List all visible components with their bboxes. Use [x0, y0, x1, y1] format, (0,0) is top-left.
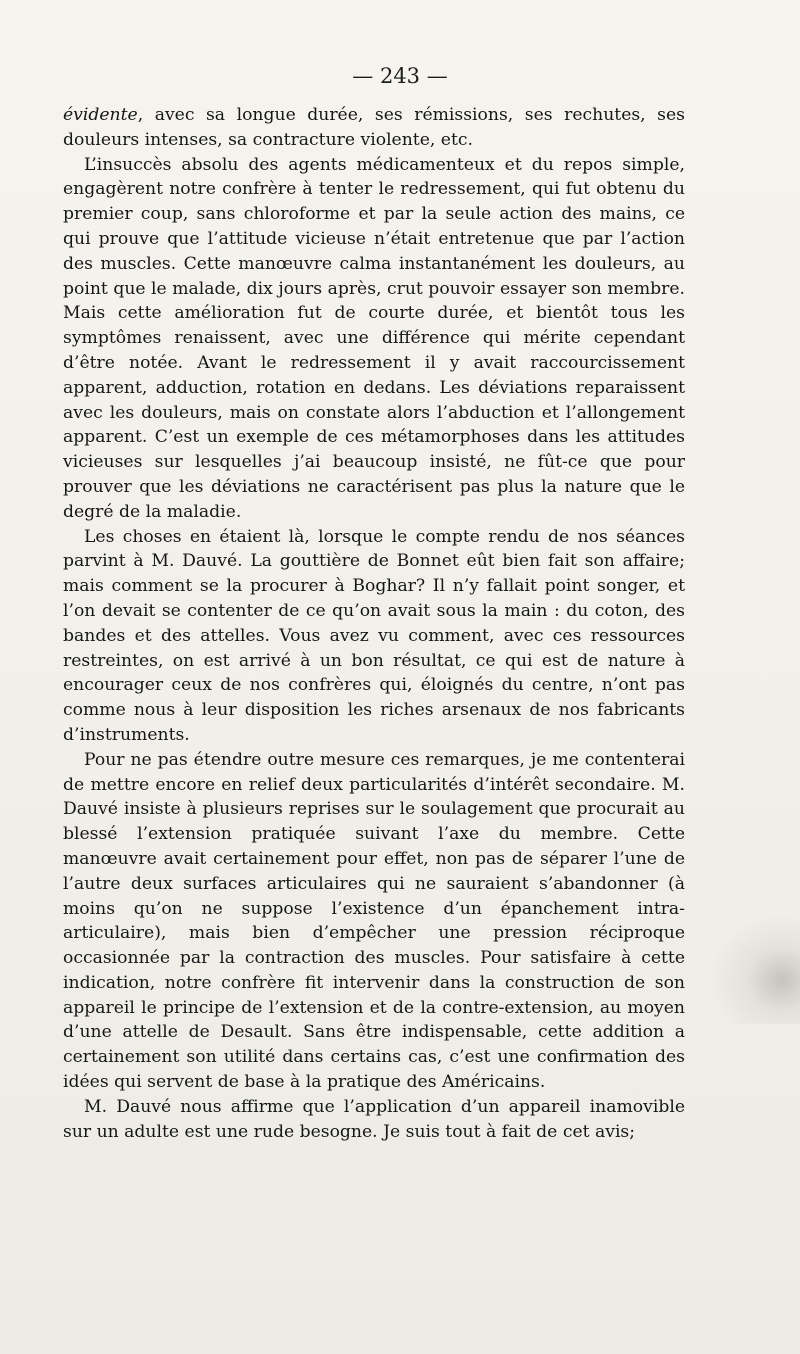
- paragraph-1: [63, 103, 685, 153]
- italic-word: évidente: [63, 105, 138, 125]
- page-number: — 243 —: [352, 64, 448, 88]
- paragraph-2: L’insuccès absolu des agents médicamenteux et du repos simple, engagèrent notre confrère à tenter le redressement, qui fut obtenu du premier coup, sans chloroforme et par la seule action des mains, ce qui prouve que l’attitude vicieuse n’était entretenue que par l’action des muscles. Cette manœuvre calma instantanément les douleurs, au point que le malade, dix jours après, crut pouvoir essayer son membre. Mais cette amélioration fut de courte durée, et bientôt tous les symptômes renaissent, avec une différence qui mérite cependant d’être notée. Avant le redressement il y avait raccourcissement apparent, adduction, rotation en dedans. Les déviations reparaissent avec les douleurs, mais on constate alors l’abduction et l’allongement apparent. C’est un exemple de ces métamorphoses dans les attitudes vicieuses sur lesquelles j’ai beaucoup insisté, ne fût-ce que pour prouver que les déviations ne caractérisent pas plus la nature que le degré de la maladie.: [63, 154, 685, 522]
- body-text: [63, 103, 685, 1144]
- paragraph-1-text: , avec sa longue durée, ses rémissions, ses rechutes, ses douleurs intenses, sa contracture violente, etc.: [63, 105, 685, 150]
- paragraph-5: M. Dauvé nous affirme que l’application d’un appareil inamovible sur un adulte est une rude besogne. Je suis tout à fait de cet avis;: [63, 1096, 685, 1142]
- paragraph-3: Les choses en étaient là, lorsque le compte rendu de nos séances parvint à M. Dauvé. La gouttière de Bonnet eût bien fait son affaire; mais comment se la procurer à Boghar? Il n’y fallait point songer, et l’on devait se contenter de ce qu’on avait sous la main : du coton, des bandes et des attelles. Vous avez vu comment, avec ces ressources restreintes, on est arrivé à un bon résultat, ce qui est de nature à encourager ceux de nos confrères qui, éloignés du centre, n’ont pas comme nous à leur disposition les riches arsenaux de nos fabricants d’instruments.: [63, 526, 685, 745]
- paper-stain: [710, 914, 800, 1024]
- paragraph-4: Pour ne pas étendre outre mesure ces remarques, je me contenterai de mettre encore en relief deux particularités d’intérêt secondaire. M. Dauvé insiste à plusieurs reprises sur le soulagement que procurait au blessé l’extension pratiquée suivant l’axe du membre. Cette manœuvre avait certainement pour effet, non pas de séparer l’une de l’autre deux surfaces articulaires qui ne sauraient s’abandonner (à moins qu’on ne suppose l’existence d’un épanchement intra-articulaire), mais bien d’empêcher une pression réciproque occasionnée par la contraction des muscles. Pour satisfaire à cette indication, notre confrère fit intervenir dans la construction de son appareil le principe de l’extension et de la contre-extension, au moyen d’une attelle de Desault. Sans être indispensable, cette addition a certainement son utilité dans certains cas, c’est une confirmation des idées qui servent de base à la pratique des Américains.: [63, 749, 685, 1093]
